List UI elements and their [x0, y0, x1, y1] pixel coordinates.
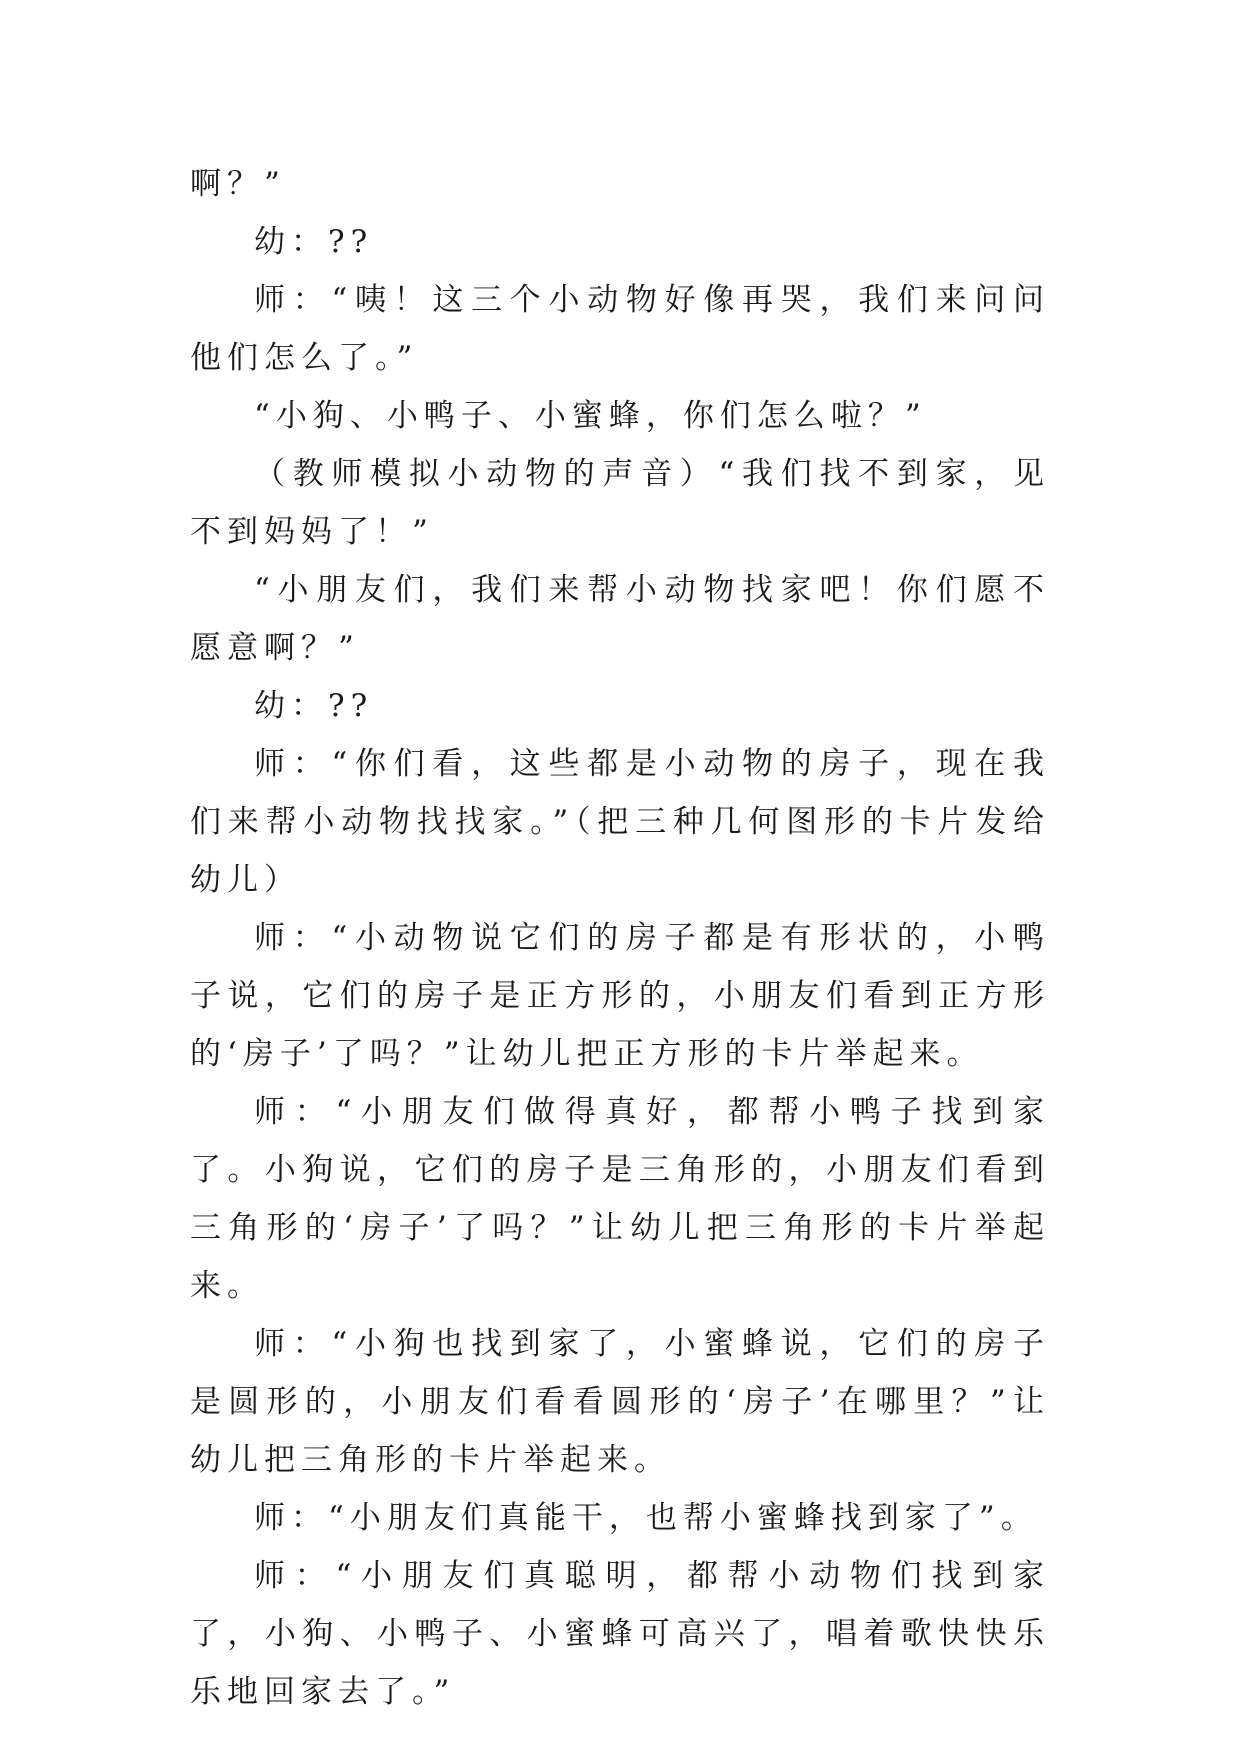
paragraph-12: 师：“小朋友们真能干，也帮小蜜蜂找到家了”。	[254, 1500, 1038, 1536]
paragraph-9: 师：“小动物说它们的房子都是有形状的，小鸭子说，它们的房子是正方形的，小朋友们看到正方形的‘房子’了吗？”让幼儿把正方形的卡片举起来。	[190, 920, 1050, 1072]
paragraph-2: 幼：??	[254, 224, 374, 260]
paragraph-5: （教师模拟小动物的声音）“我们找不到家，见不到妈妈了！”	[190, 456, 1050, 550]
paragraph-3: 师：“咦！这三个小动物好像再哭，我们来问问他们怎么了。”	[190, 282, 1050, 376]
paragraph-8: 师：“你们看，这些都是小动物的房子，现在我们来帮小动物找找家。”（把三种几何图形的卡片发给幼儿）	[190, 746, 1050, 898]
paragraph-7: 幼：??	[254, 688, 374, 724]
paragraph-1: 啊？”	[190, 166, 286, 202]
paragraph-11: 师：“小狗也找到家了，小蜜蜂说，它们的房子是圆形的，小朋友们看看圆形的‘房子’在哪里？”让幼儿把三角形的卡片举起来。	[190, 1326, 1050, 1478]
paragraph-13: 师：“小朋友们真聪明，都帮小动物们找到家了，小狗、小鸭子、小蜜蜂可高兴了，唱着歌快快乐乐地回家去了。”	[190, 1558, 1050, 1710]
paragraph-6: “小朋友们，我们来帮小动物找家吧！你们愿不愿意啊？”	[190, 572, 1050, 666]
paragraph-10: 师：“小朋友们做得真好，都帮小鸭子找到家了。小狗说，它们的房子是三角形的，小朋友们看到三角形的‘房子’了吗？”让幼儿把三角形的卡片举起来。	[190, 1094, 1050, 1304]
document-body	[190, 155, 1050, 1721]
paragraph-4: “小狗、小鸭子、小蜜蜂，你们怎么啦？”	[254, 398, 927, 434]
